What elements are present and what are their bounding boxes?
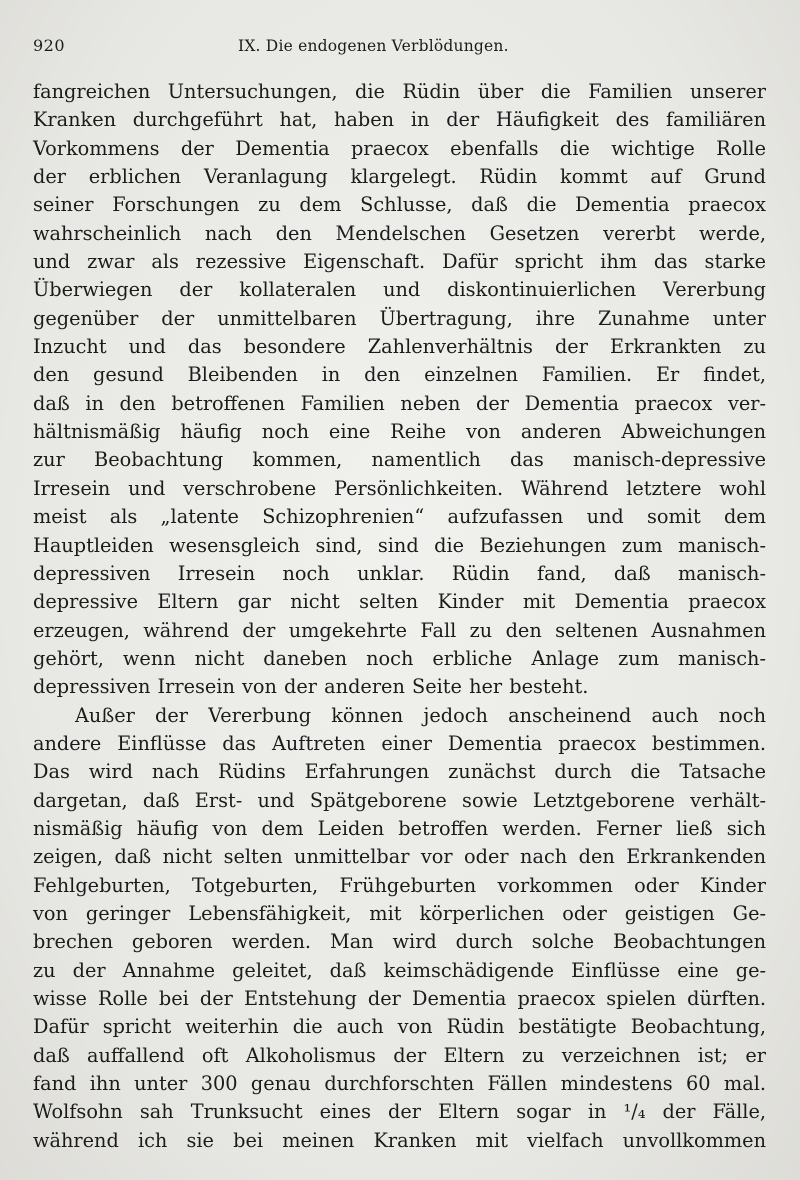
text-line: der erblichen Veranlagung klargelegt. Rüdin kommt auf Grund bbox=[33, 165, 766, 189]
text-line: Wolfsohn sah Trunksucht eines der Eltern sogar in ¹/₄ der Fälle, bbox=[33, 1100, 766, 1124]
text-line: von geringer Lebensfähigkeit, mit körperlichen oder geistigen Ge- bbox=[33, 901, 766, 925]
text-line: wahrscheinlich nach den Mendelschen Gesetzen vererbt werde, bbox=[33, 221, 766, 245]
running-head: IX. Die endogenen Verblödungen. bbox=[238, 37, 509, 55]
text-line: seiner Forschungen zu dem Schlusse, daß die Dementia praecox bbox=[33, 193, 766, 217]
text-line: Inzucht und das besondere Zahlenverhältnis der Erkrankten zu bbox=[33, 335, 766, 359]
text-line: Dafür spricht weiterhin die auch von Rüdin bestätigte Beobachtung, bbox=[33, 1015, 766, 1039]
text-line: depressive Eltern gar nicht selten Kinder mit Dementia praecox bbox=[33, 590, 766, 614]
text-line: fangreichen Untersuchungen, die Rüdin über die Familien unserer bbox=[33, 80, 766, 103]
text-line: daß in den betroffenen Familien neben der Dementia praecox ver- bbox=[33, 391, 766, 415]
text-line: Fehlgeburten, Totgeburten, Frühgeburten vorkommen oder Kinder bbox=[33, 873, 766, 897]
text-line: depressiven Irresein noch unklar. Rüdin fand, daß manisch- bbox=[33, 561, 766, 585]
text-line: Hauptleiden wesensgleich sind, sind die Beziehungen zum manisch- bbox=[33, 533, 766, 557]
text-line: Außer der Vererbung können jedoch anscheinend auch noch bbox=[75, 703, 766, 727]
text-line: gegenüber der unmittelbaren Übertragung, ihre Zunahme unter bbox=[33, 306, 766, 330]
text-line: wisse Rolle bei der Entstehung der Dementia praecox spielen dürften. bbox=[33, 987, 766, 1010]
text-line: den gesund Bleibenden in den einzelnen Familien. Er findet, bbox=[33, 363, 766, 387]
paragraph bbox=[33, 78, 766, 702]
paragraph bbox=[33, 702, 766, 1156]
page-header bbox=[33, 34, 762, 58]
body-text bbox=[33, 78, 766, 1155]
text-line: hältnismäßig häufig noch eine Reihe von anderen Abweichungen bbox=[33, 420, 766, 444]
text-line: zur Beobachtung kommen, namentlich das manisch-depressive bbox=[33, 448, 766, 472]
text-line: Vorkommens der Dementia praecox ebenfalls die wichtige Rolle bbox=[33, 136, 766, 160]
text-line: andere Einflüsse das Auftreten einer Dementia praecox bestimmen. bbox=[33, 731, 766, 755]
text-line: gehört, wenn nicht daneben noch erbliche Anlage zum manisch- bbox=[33, 646, 766, 670]
text-line: Überwiegen der kollateralen und diskontinuierlichen Vererbung bbox=[33, 278, 766, 302]
text-line: fand ihn unter 300 genau durchforschten Fällen mindestens 60 mal. bbox=[33, 1072, 766, 1096]
text-line: erzeugen, während der umgekehrte Fall zu den seltenen Ausnahmen bbox=[33, 618, 766, 642]
text-line: dargetan, daß Erst- und Spätgeborene sowie Letztgeborene verhält- bbox=[33, 788, 766, 812]
text-line: Das wird nach Rüdins Erfahrungen zunächst durch die Tatsache bbox=[33, 760, 766, 784]
text-line: nismäßig häufig von dem Leiden betroffen werden. Ferner ließ sich bbox=[33, 816, 766, 840]
text-line: Irresein und verschrobene Persönlichkeiten. Während letztere wohl bbox=[33, 476, 766, 500]
text-line: und zwar als rezessive Eigenschaft. Dafür spricht ihm das starke bbox=[33, 250, 766, 274]
text-line: depressiven Irresein von der anderen Seite her besteht. bbox=[33, 675, 589, 699]
text-line: zeigen, daß nicht selten unmittelbar vor oder nach den Erkrankenden bbox=[33, 845, 766, 869]
text-line: daß auffallend oft Alkoholismus der Eltern zu verzeichnen ist; er bbox=[33, 1043, 766, 1067]
text-line: Kranken durchgeführt hat, haben in der Häufigkeit des familiären bbox=[33, 108, 766, 132]
page-number: 920 bbox=[33, 36, 66, 55]
text-line: während ich sie bei meinen Kranken mit vielfach unvollkommen bbox=[33, 1128, 766, 1152]
text-line: brechen geboren werden. Man wird durch solche Beobachtungen bbox=[33, 930, 766, 954]
text-line: meist als „latente Schizophrenien“ aufzufassen und somit dem bbox=[33, 505, 766, 529]
text-line: zu der Annahme geleitet, daß keimschädigende Einflüsse eine ge- bbox=[33, 958, 766, 982]
